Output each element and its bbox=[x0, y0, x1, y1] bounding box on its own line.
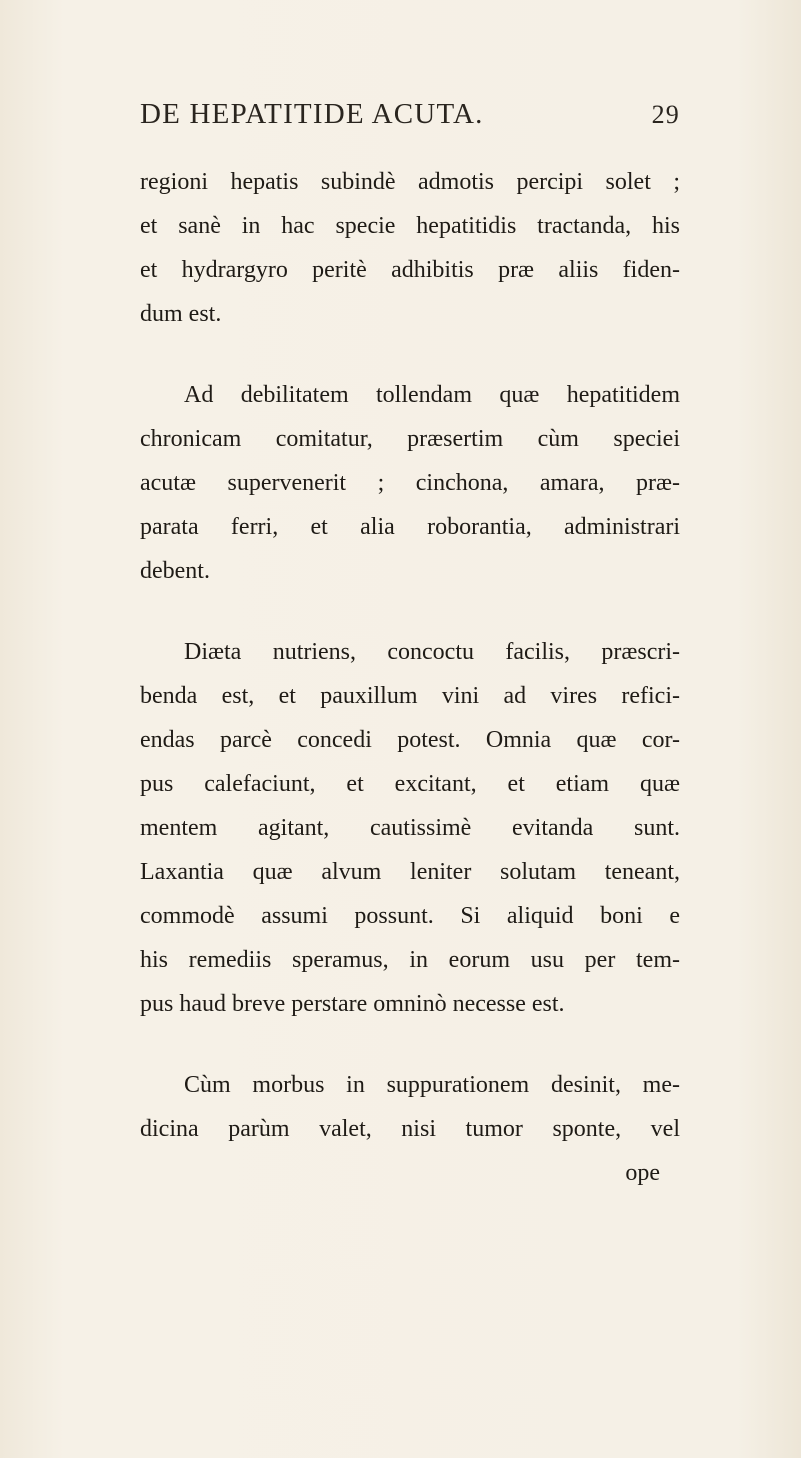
paragraph-gap bbox=[140, 336, 680, 373]
text-line: et hydrargyro peritè adhibitis præ aliis fiden- bbox=[140, 257, 680, 283]
text-line: pus haud breve perstare omninò necesse est. bbox=[140, 991, 565, 1017]
text-line: et sanè in hac specie hepatitidis tractanda, his bbox=[140, 213, 680, 239]
text-line: debent. bbox=[140, 558, 210, 584]
text-line: his remediis speramus, in eorum usu per tem- bbox=[140, 947, 680, 973]
text-line: Diæta nutriens, concoctu facilis, præscri- bbox=[184, 639, 680, 665]
paragraph-gap bbox=[140, 1026, 680, 1063]
paragraph-3 bbox=[140, 630, 680, 1026]
text-line: acutæ supervenerit ; cinchona, amara, præ- bbox=[140, 470, 680, 496]
paragraph-1 bbox=[140, 160, 680, 336]
paragraph-4 bbox=[140, 1063, 680, 1151]
text-line: pus calefaciunt, et excitant, et etiam quæ bbox=[140, 771, 680, 797]
page-number: 29 bbox=[651, 100, 680, 129]
text-line: dum est. bbox=[140, 301, 222, 327]
text-line: Laxantia quæ alvum leniter solutam teneant, bbox=[140, 859, 680, 885]
catchword: ope bbox=[625, 1160, 660, 1186]
text-line: Cùm morbus in suppurationem desinit, me- bbox=[184, 1072, 680, 1098]
running-title: DE HEPATITIDE ACUTA. bbox=[140, 98, 484, 130]
text-line: endas parcè concedi potest. Omnia quæ cor- bbox=[140, 727, 680, 753]
text-line: Ad debilitatem tollendam quæ hepatitidem bbox=[184, 382, 680, 408]
text-line: benda est, et pauxillum vini ad vires refici- bbox=[140, 683, 680, 709]
paragraph-2 bbox=[140, 373, 680, 593]
text-line: commodè assumi possunt. Si aliquid boni e bbox=[140, 903, 680, 929]
text-line: parata ferri, et alia roborantia, administrari bbox=[140, 514, 680, 540]
body-text bbox=[140, 160, 680, 1195]
running-head bbox=[140, 98, 680, 134]
text-line: mentem agitant, cautissimè evitanda sunt. bbox=[140, 815, 680, 841]
paragraph-gap bbox=[140, 593, 680, 630]
text-line: regioni hepatis subindè admotis percipi solet ; bbox=[140, 169, 680, 195]
text-line: dicina parùm valet, nisi tumor sponte, vel bbox=[140, 1116, 680, 1142]
text-line: chronicam comitatur, præsertim cùm speciei bbox=[140, 426, 680, 452]
